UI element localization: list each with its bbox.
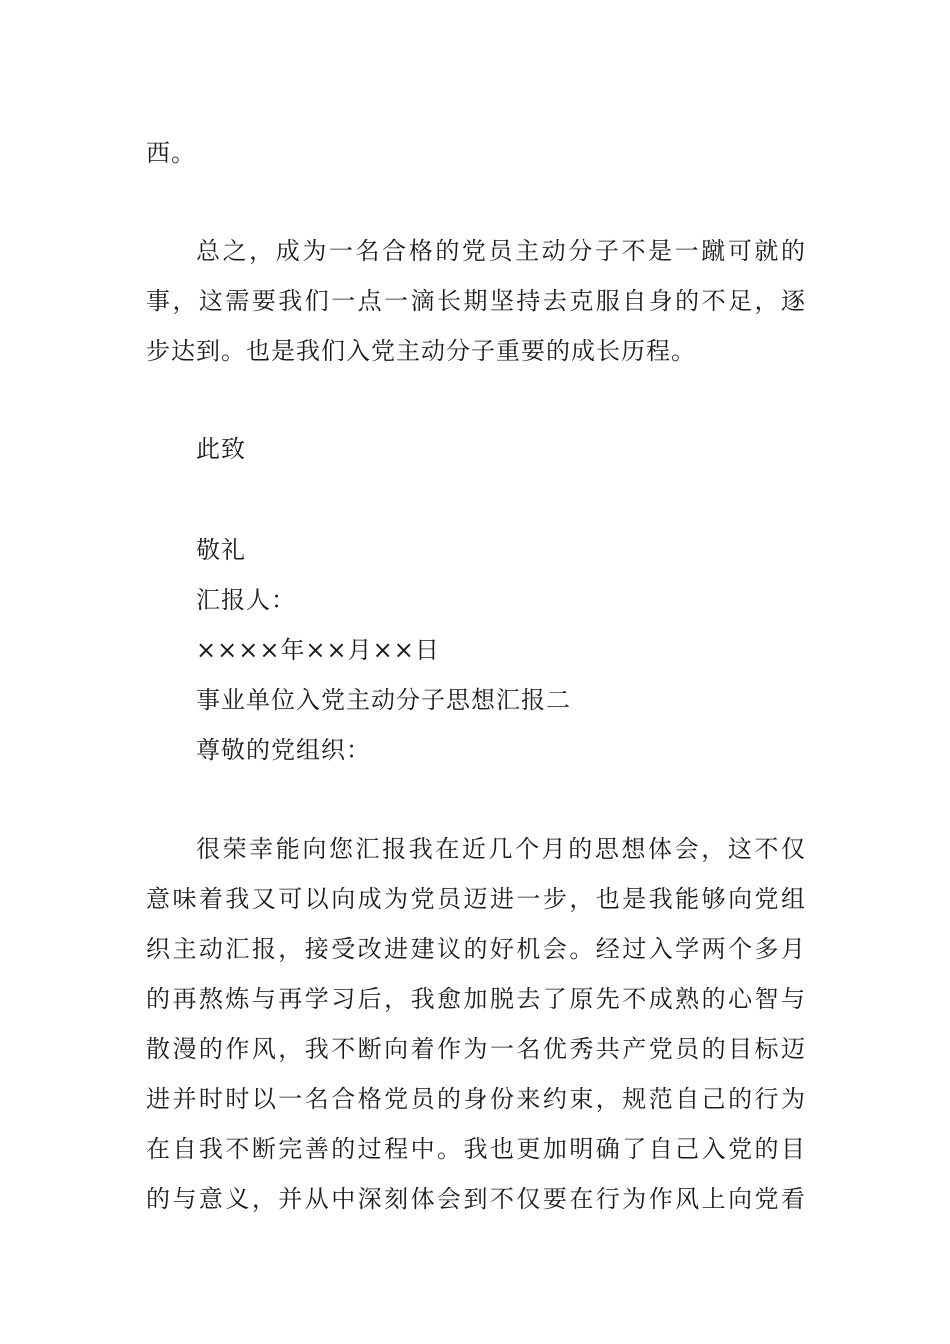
summary-line-3: 步达到。也是我们入党主动分子重要的成长历程。 (146, 337, 696, 365)
second-report-greeting: 尊敬的党组织： (196, 736, 371, 764)
body-line-6: 进并时时以一名合格党员的身份来约束，规范自己的行为 (146, 1085, 806, 1113)
body-line-1: 很荣幸能向您汇报我在近几个月的思想体会，这不仅 (196, 835, 806, 863)
body-line-7: 在自我不断完善的过程中。我也更加明确了自己入党的目 (146, 1135, 806, 1163)
report-date: ××××年××月××日 (196, 636, 440, 664)
continuation-line: 西。 (146, 139, 196, 167)
body-line-3: 织主动汇报，接受改进建议的好机会。经过入学两个多月 (146, 935, 806, 963)
body-line-5: 散漫的作风，我不断向着作为一名优秀共产党员的目标迈 (146, 1035, 806, 1063)
body-line-4: 的再熬炼与再学习后，我愈加脱去了原先不成熟的心智与 (146, 985, 806, 1013)
body-line-2: 意味着我又可以向成为党员迈进一步，也是我能够向党组 (146, 885, 806, 913)
body-line-8: 的与意义，并从中深刻体会到不仅要在行为作风上向党看 (146, 1185, 806, 1213)
closing-respect: 敬礼 (196, 536, 246, 564)
summary-line-1: 总之，成为一名合格的党员主动分子不是一蹴可就的 (196, 237, 806, 265)
summary-line-2: 事，这需要我们一点一滴长期坚持去克服自身的不足，逐 (146, 287, 806, 315)
closing-salutation: 此致 (196, 435, 246, 463)
second-report-title: 事业单位入党主动分子思想汇报二 (196, 686, 571, 714)
reporter-label: 汇报人： (196, 586, 296, 614)
